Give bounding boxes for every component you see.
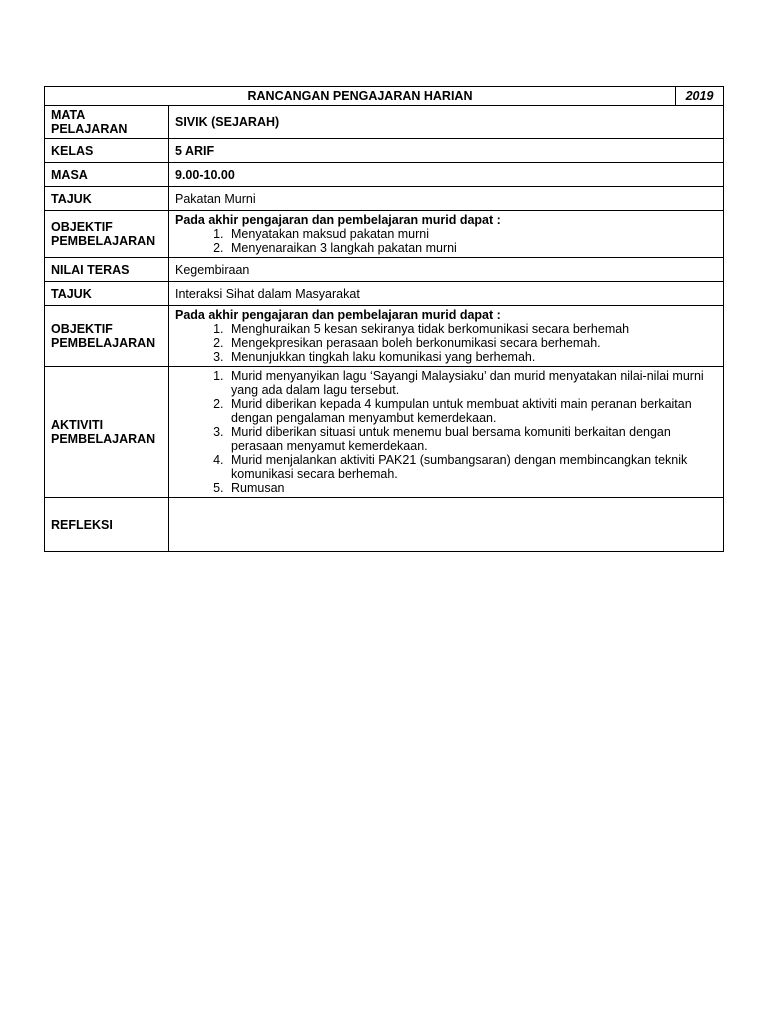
objektif-1-list bbox=[175, 227, 717, 255]
list-item: 3. Murid diberikan situasi untuk menemu bual bersama komuniti berkaitan dengan perasaan menyamut kemerdekaan. bbox=[227, 425, 717, 453]
objektif-1-label bbox=[45, 211, 169, 258]
masa-label: MASA bbox=[45, 163, 169, 187]
masa-value: 9.00-10.00 bbox=[169, 163, 724, 187]
refleksi-value bbox=[169, 498, 724, 552]
aktiviti-label-line2: PEMBELAJARAN bbox=[51, 432, 156, 446]
list-item: 1. Menyatakan maksud pakatan murni bbox=[227, 227, 717, 241]
mata-pelajaran-value: SIVIK (SEJARAH) bbox=[169, 106, 724, 139]
refleksi-label: REFLEKSI bbox=[45, 498, 169, 552]
aktiviti-content bbox=[169, 367, 724, 498]
row-aktiviti bbox=[45, 367, 724, 498]
nilai-teras-label: NILAI TERAS bbox=[45, 258, 169, 282]
row-refleksi bbox=[45, 498, 724, 552]
objektif-2-intro: Pada akhir pengajaran dan pembelajaran murid dapat : bbox=[175, 308, 501, 322]
objektif-1-label-line1: OBJEKTIF bbox=[51, 220, 113, 234]
mata-pelajaran-label: MATA PELAJARAN bbox=[45, 106, 169, 139]
list-item: 3. Menunjukkan tingkah laku komunikasi yang berhemah. bbox=[227, 350, 717, 364]
row-masa bbox=[45, 163, 724, 187]
objektif-2-label bbox=[45, 306, 169, 367]
list-item: 5. Rumusan bbox=[227, 481, 717, 495]
list-item: 2. Mengekpresikan perasaan boleh berkonumikasi secara berhemah. bbox=[227, 336, 717, 350]
tajuk-1-label: TAJUK bbox=[45, 187, 169, 211]
objektif-1-label-line2: PEMBELAJARAN bbox=[51, 234, 156, 248]
objektif-2-label-line1: OBJEKTIF bbox=[51, 322, 113, 336]
list-item: 2. Menyenaraikan 3 langkah pakatan murni bbox=[227, 241, 717, 255]
row-objektif-1 bbox=[45, 211, 724, 258]
aktiviti-list bbox=[175, 369, 717, 495]
kelas-value: 5 ARIF bbox=[169, 139, 724, 163]
tajuk-2-value: Interaksi Sihat dalam Masyarakat bbox=[169, 282, 724, 306]
objektif-2-label-line2: PEMBELAJARAN bbox=[51, 336, 156, 350]
objektif-2-list bbox=[175, 322, 717, 364]
row-tajuk-1 bbox=[45, 187, 724, 211]
lesson-plan-table bbox=[44, 86, 724, 552]
row-kelas bbox=[45, 139, 724, 163]
list-item: 2. Murid diberikan kepada 4 kumpulan untuk membuat aktiviti main peranan berkaitan dengan pengalaman menyambut kemerdekaan. bbox=[227, 397, 717, 425]
header-row bbox=[45, 87, 724, 106]
tajuk-1-value: Pakatan Murni bbox=[169, 187, 724, 211]
aktiviti-label-line1: AKTIVITI bbox=[51, 418, 104, 432]
objektif-1-content bbox=[169, 211, 724, 258]
row-mata-pelajaran bbox=[45, 106, 724, 139]
row-nilai-teras bbox=[45, 258, 724, 282]
plan-title: RANCANGAN PENGAJARAN HARIAN bbox=[45, 87, 676, 106]
objektif-1-intro: Pada akhir pengajaran dan pembelajaran murid dapat : bbox=[175, 213, 501, 227]
tajuk-2-label: TAJUK bbox=[45, 282, 169, 306]
list-item: 1. Menghuraikan 5 kesan sekiranya tidak berkomunikasi secara berhemah bbox=[227, 322, 717, 336]
list-item: 4. Murid menjalankan aktiviti PAK21 (sumbangsaran) dengan membincangkan teknik komunikasi secara berhemah. bbox=[227, 453, 717, 481]
plan-year: 2019 bbox=[676, 87, 724, 106]
list-item: 1. Murid menyanyikan lagu ‘Sayangi Malaysiaku’ dan murid menyatakan nilai-nilai murni yang ada dalam lagu tersebut. bbox=[227, 369, 717, 397]
aktiviti-label bbox=[45, 367, 169, 498]
row-tajuk-2 bbox=[45, 282, 724, 306]
row-objektif-2 bbox=[45, 306, 724, 367]
objektif-2-content bbox=[169, 306, 724, 367]
kelas-label: KELAS bbox=[45, 139, 169, 163]
nilai-teras-value: Kegembiraan bbox=[169, 258, 724, 282]
